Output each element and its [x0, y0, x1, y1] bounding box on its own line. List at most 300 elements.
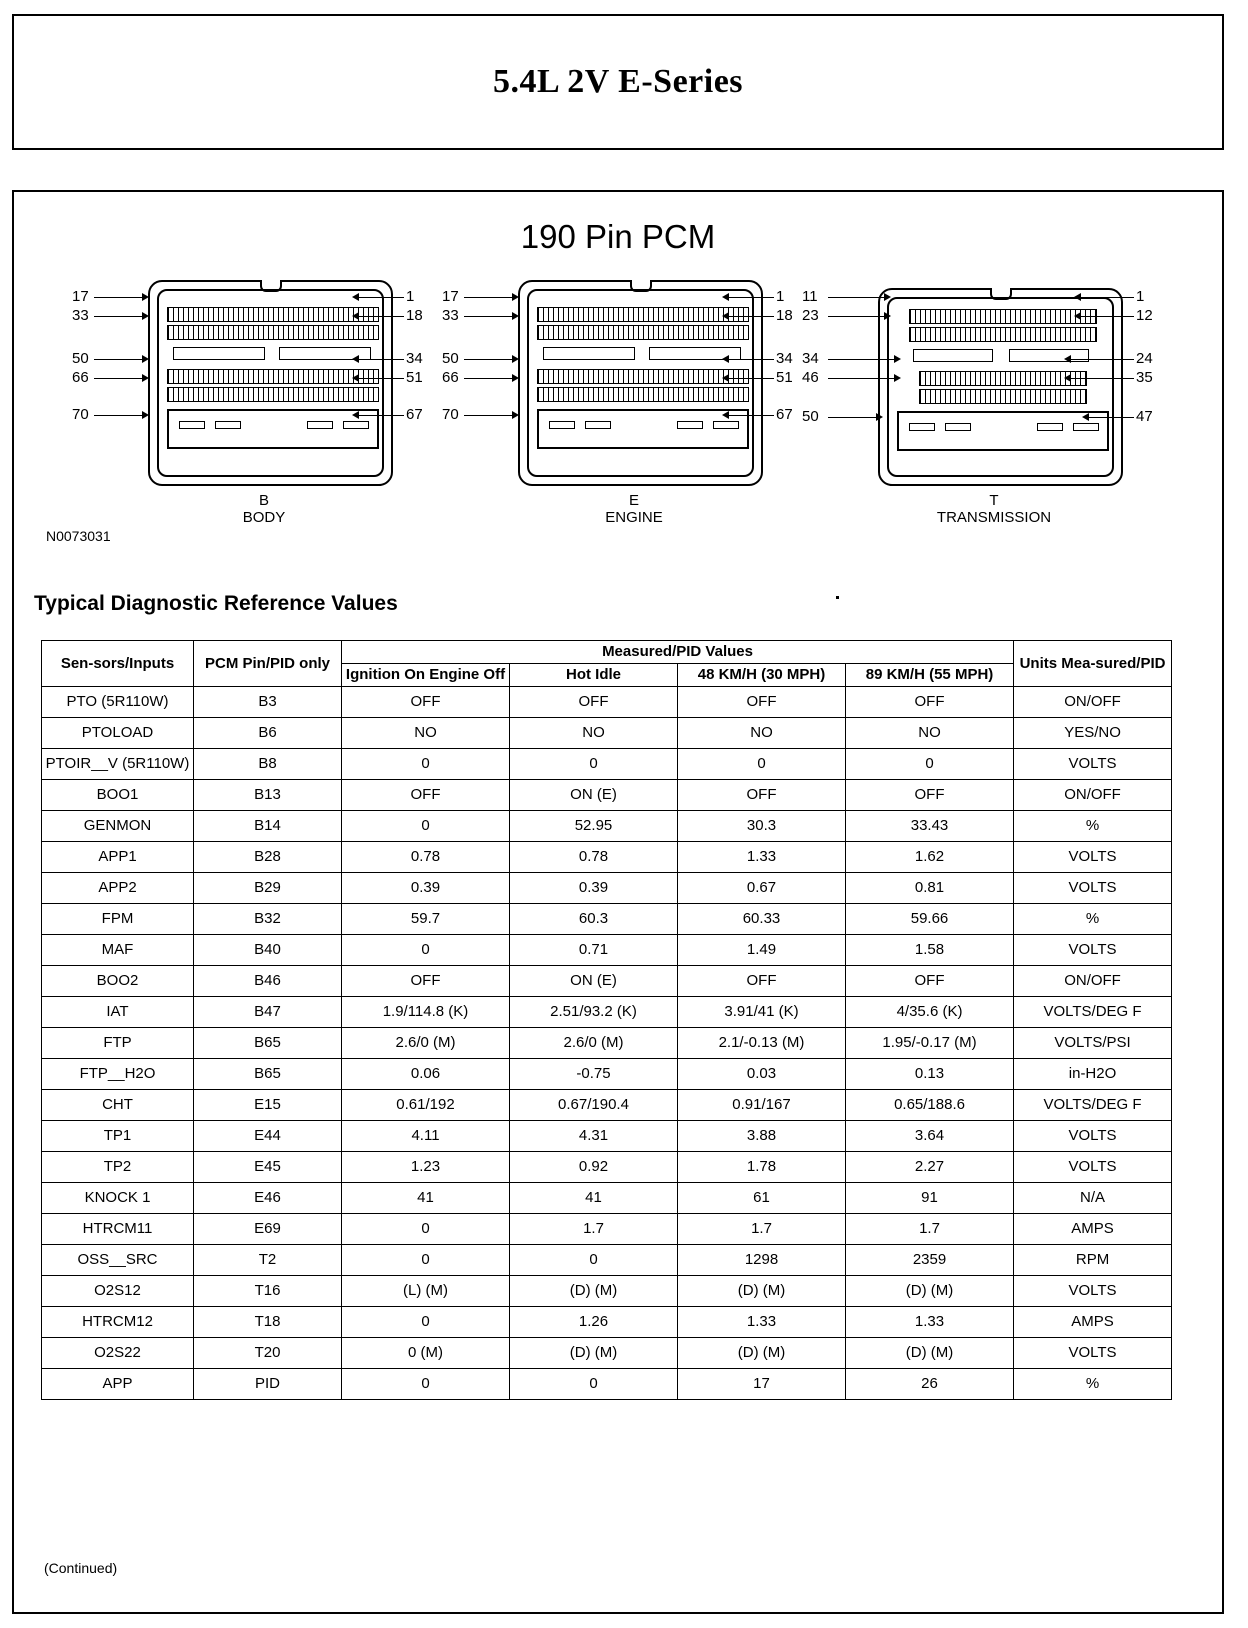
arrow-head: [722, 293, 729, 301]
connector-name: ENGINE: [605, 509, 663, 526]
units-cell: VOLTS: [1014, 1338, 1172, 1369]
arrow-head: [1074, 293, 1081, 301]
ignition-on-value-cell: 0: [342, 749, 510, 780]
table-row: [42, 1338, 1172, 1369]
leader-line: [728, 415, 774, 416]
kmh89-value-cell: 0.65/188.6: [846, 1090, 1014, 1121]
sensor-cell: O2S12: [42, 1276, 194, 1307]
sensor-cell: O2S22: [42, 1338, 194, 1369]
arrow-head: [876, 413, 883, 421]
table-row: [42, 780, 1172, 811]
pin-label-right-3: 34: [406, 350, 423, 367]
sensor-cell: MAF: [42, 935, 194, 966]
ignition-on-value-cell: OFF: [342, 687, 510, 718]
kmh48-value-cell: 61: [678, 1183, 846, 1214]
hot-idle-value-cell: 1.26: [510, 1307, 678, 1338]
hot-idle-value-cell: ON (E): [510, 780, 678, 811]
kmh48-value-cell: 0: [678, 749, 846, 780]
kmh48-value-cell: 1.7: [678, 1214, 846, 1245]
connector-letter: E: [628, 492, 639, 509]
table-row: [42, 718, 1172, 749]
sensor-cell: PTOLOAD: [42, 718, 194, 749]
table-row: [42, 997, 1172, 1028]
leader-line: [358, 378, 404, 379]
hot-idle-value-cell: (D) (M): [510, 1338, 678, 1369]
leader-line: [358, 415, 404, 416]
tab-right-2: [1073, 423, 1099, 431]
table-row: [42, 811, 1172, 842]
table-row: [42, 1245, 1172, 1276]
hot-idle-value-cell: OFF: [510, 687, 678, 718]
kmh89-value-cell: 0: [846, 749, 1014, 780]
units-cell: VOLTS: [1014, 842, 1172, 873]
leader-line: [1088, 417, 1134, 418]
sensor-cell: BOO1: [42, 780, 194, 811]
kmh89-value-cell: 59.66: [846, 904, 1014, 935]
table-row: [42, 1028, 1172, 1059]
table-header-group-row: [42, 641, 1172, 664]
sensor-cell: OSS__SRC: [42, 1245, 194, 1276]
pin-label-right-5: 67: [776, 406, 793, 423]
ignition-on-value-cell: 0: [342, 935, 510, 966]
connector-transmission: [802, 280, 1153, 526]
kmh89-value-cell: 1.33: [846, 1307, 1014, 1338]
sensor-cell: TP2: [42, 1152, 194, 1183]
pin-cell: E69: [194, 1214, 342, 1245]
table-row: [42, 749, 1172, 780]
pin-label-left-2: 33: [72, 307, 89, 324]
units-cell: VOLTS/PSI: [1014, 1028, 1172, 1059]
leader-line: [358, 359, 404, 360]
pin-row-mid-1: [167, 369, 379, 384]
tab-right-2: [343, 421, 369, 429]
units-cell: N/A: [1014, 1183, 1172, 1214]
pin-label-right-4: 51: [776, 369, 793, 386]
table-row: [42, 904, 1172, 935]
sensor-cell: GENMON: [42, 811, 194, 842]
units-cell: ON/OFF: [1014, 687, 1172, 718]
pin-row-top-2: [909, 327, 1097, 342]
leader-line: [828, 359, 894, 360]
ignition-on-value-cell: 41: [342, 1183, 510, 1214]
arrow-head: [884, 293, 891, 301]
units-cell: VOLTS/DEG F: [1014, 1090, 1172, 1121]
arrow-head: [352, 355, 359, 363]
connector-diagrams: [44, 280, 1194, 560]
pin-cell: E46: [194, 1183, 342, 1214]
content-frame: [12, 190, 1224, 1614]
lower-housing: [897, 411, 1109, 451]
pin-label-left-1: 11: [802, 288, 818, 305]
kmh89-value-cell: 4/35.6 (K): [846, 997, 1014, 1028]
arrow-head: [512, 374, 519, 382]
pin-row-top-2: [537, 325, 749, 340]
pin-cell: B6: [194, 718, 342, 749]
tab-left-1: [549, 421, 575, 429]
connector-shell: [518, 280, 763, 486]
table-row: [42, 935, 1172, 966]
leader-line: [828, 417, 876, 418]
units-cell: %: [1014, 904, 1172, 935]
kmh89-value-cell: 2359: [846, 1245, 1014, 1276]
connector-body: [72, 280, 423, 526]
lower-housing: [537, 409, 749, 449]
pin-label-left-4: 46: [802, 369, 819, 386]
arrow-head: [894, 374, 901, 382]
table-row: [42, 1276, 1172, 1307]
pin-label-right-5: 67: [406, 406, 423, 423]
leader-line: [1070, 359, 1134, 360]
header-ignition-on-engine-off: Ignition On Engine Off: [342, 664, 510, 687]
leader-line: [828, 378, 894, 379]
kmh89-value-cell: OFF: [846, 966, 1014, 997]
arrow-head: [894, 355, 901, 363]
table-row: [42, 1059, 1172, 1090]
slot-bar-right: [1009, 349, 1089, 362]
units-cell: VOLTS: [1014, 1121, 1172, 1152]
leader-line: [828, 316, 884, 317]
pin-label-right-1: 1: [406, 288, 415, 305]
header-pin: PCM Pin/PID only: [194, 641, 342, 687]
sensor-cell: IAT: [42, 997, 194, 1028]
kmh89-value-cell: 0.81: [846, 873, 1014, 904]
arrow-head: [884, 312, 891, 320]
pin-label-left-3: 50: [442, 350, 459, 367]
table-row: [42, 1090, 1172, 1121]
pin-cell: E44: [194, 1121, 342, 1152]
hot-idle-value-cell: 41: [510, 1183, 678, 1214]
kmh48-value-cell: OFF: [678, 966, 846, 997]
tab-right-1: [1037, 423, 1063, 431]
tab-left-2: [215, 421, 241, 429]
pin-row-mid-2: [537, 387, 749, 402]
stray-mark: [836, 596, 839, 599]
table-row: [42, 1369, 1172, 1400]
pin-row-top-2: [167, 325, 379, 340]
units-cell: VOLTS/DEG F: [1014, 997, 1172, 1028]
hot-idle-value-cell: -0.75: [510, 1059, 678, 1090]
pin-label-left-4: 66: [442, 369, 459, 386]
pin-label-left-5: 70: [72, 406, 89, 423]
ignition-on-value-cell: 4.11: [342, 1121, 510, 1152]
pin-label-left-2: 23: [802, 307, 819, 324]
leader-line: [464, 359, 512, 360]
ignition-on-value-cell: NO: [342, 718, 510, 749]
hot-idle-value-cell: 4.31: [510, 1121, 678, 1152]
slot-bar-left: [173, 347, 265, 360]
pin-cell: B65: [194, 1059, 342, 1090]
hot-idle-value-cell: 1.7: [510, 1214, 678, 1245]
table-row: [42, 842, 1172, 873]
reference-table-wrapper: [41, 640, 1171, 1400]
kmh89-value-cell: 1.95/-0.17 (M): [846, 1028, 1014, 1059]
hot-idle-value-cell: ON (E): [510, 966, 678, 997]
arrow-head: [512, 312, 519, 320]
hot-idle-value-cell: 0: [510, 1245, 678, 1276]
hot-idle-value-cell: 0: [510, 749, 678, 780]
ignition-on-value-cell: 0.06: [342, 1059, 510, 1090]
connector-caption: [844, 492, 1144, 526]
leader-line: [94, 415, 142, 416]
tab-left-2: [945, 423, 971, 431]
sensor-cell: FTP__H2O: [42, 1059, 194, 1090]
ignition-on-value-cell: 0: [342, 1369, 510, 1400]
kmh48-value-cell: 1.33: [678, 842, 846, 873]
leader-line: [464, 297, 512, 298]
lower-housing: [167, 409, 379, 449]
tab-left-1: [909, 423, 935, 431]
hot-idle-value-cell: 2.51/93.2 (K): [510, 997, 678, 1028]
arrow-head: [142, 411, 149, 419]
units-cell: %: [1014, 1369, 1172, 1400]
pin-label-left-5: 70: [442, 406, 459, 423]
connector-letter: T: [989, 492, 999, 509]
tab-right-1: [307, 421, 333, 429]
leader-line: [94, 297, 142, 298]
pin-label-right-1: 1: [1136, 288, 1145, 305]
kmh89-value-cell: NO: [846, 718, 1014, 749]
hot-idle-value-cell: 0.92: [510, 1152, 678, 1183]
arrow-head: [352, 374, 359, 382]
kmh48-value-cell: 60.33: [678, 904, 846, 935]
arrow-head: [1064, 355, 1071, 363]
arrow-head: [142, 374, 149, 382]
ignition-on-value-cell: 0: [342, 1307, 510, 1338]
arrow-head: [1082, 413, 1089, 421]
arrow-head: [142, 312, 149, 320]
leader-line: [358, 316, 404, 317]
connector-inner-shell: [527, 289, 754, 477]
units-cell: RPM: [1014, 1245, 1172, 1276]
table-body: [42, 687, 1172, 1400]
sensor-cell: PTO (5R110W): [42, 687, 194, 718]
pin-cell: B3: [194, 687, 342, 718]
arrow-head: [512, 411, 519, 419]
kmh48-value-cell: 0.03: [678, 1059, 846, 1090]
kmh48-value-cell: 3.88: [678, 1121, 846, 1152]
leader-line: [464, 378, 512, 379]
units-cell: in-H2O: [1014, 1059, 1172, 1090]
hot-idle-value-cell: 60.3: [510, 904, 678, 935]
tab-right-1: [677, 421, 703, 429]
hot-idle-value-cell: 52.95: [510, 811, 678, 842]
connector-inner-shell: [157, 289, 384, 477]
ignition-on-value-cell: 0: [342, 1245, 510, 1276]
table-row: [42, 966, 1172, 997]
pin-label-right-4: 35: [1136, 369, 1153, 386]
arrow-head: [722, 355, 729, 363]
sensor-cell: FPM: [42, 904, 194, 935]
pin-label-left-3: 34: [802, 350, 819, 367]
pin-cell: B46: [194, 966, 342, 997]
kmh89-value-cell: 33.43: [846, 811, 1014, 842]
leader-line: [464, 316, 512, 317]
slot-bar-left: [543, 347, 635, 360]
hot-idle-value-cell: 0.67/190.4: [510, 1090, 678, 1121]
units-cell: VOLTS: [1014, 749, 1172, 780]
ignition-on-value-cell: 0: [342, 1214, 510, 1245]
table-row: [42, 1121, 1172, 1152]
pin-row-top-1: [909, 309, 1097, 324]
leader-line: [728, 378, 774, 379]
page-title: 5.4L 2V E-Series: [492, 63, 744, 100]
pin-cell: T20: [194, 1338, 342, 1369]
pin-cell: B8: [194, 749, 342, 780]
hot-idle-value-cell: (D) (M): [510, 1276, 678, 1307]
arrow-head: [1074, 312, 1081, 320]
pin-label-right-1: 1: [776, 288, 785, 305]
leader-line: [1070, 378, 1134, 379]
table-row: [42, 1152, 1172, 1183]
header-sensors: Sen-sors/Inputs: [42, 641, 194, 687]
sensor-cell: TP1: [42, 1121, 194, 1152]
kmh48-value-cell: 3.91/41 (K): [678, 997, 846, 1028]
connector-caption: [114, 492, 414, 526]
kmh89-value-cell: 26: [846, 1369, 1014, 1400]
leader-line: [728, 316, 774, 317]
header-hot-idle: Hot Idle: [510, 664, 678, 687]
header-89-kmh: 89 KM/H (55 MPH): [846, 664, 1014, 687]
leader-line: [728, 297, 774, 298]
sensor-cell: HTRCM12: [42, 1307, 194, 1338]
hot-idle-value-cell: 0.39: [510, 873, 678, 904]
kmh48-value-cell: 0.67: [678, 873, 846, 904]
ignition-on-value-cell: (L) (M): [342, 1276, 510, 1307]
leader-line: [728, 359, 774, 360]
units-cell: VOLTS: [1014, 935, 1172, 966]
arrow-head: [512, 293, 519, 301]
kmh48-value-cell: 2.1/-0.13 (M): [678, 1028, 846, 1059]
kmh48-value-cell: OFF: [678, 687, 846, 718]
sensor-cell: APP: [42, 1369, 194, 1400]
header-48-kmh: 48 KM/H (30 MPH): [678, 664, 846, 687]
connector-name: BODY: [242, 509, 286, 526]
kmh89-value-cell: 3.64: [846, 1121, 1014, 1152]
leader-line: [94, 359, 142, 360]
sensor-cell: FTP: [42, 1028, 194, 1059]
connector-shell: [148, 280, 393, 486]
units-cell: VOLTS: [1014, 1152, 1172, 1183]
pin-cell: B32: [194, 904, 342, 935]
pin-row-mid-2: [167, 387, 379, 402]
ignition-on-value-cell: OFF: [342, 966, 510, 997]
ignition-on-value-cell: 59.7: [342, 904, 510, 935]
kmh89-value-cell: 91: [846, 1183, 1014, 1214]
units-cell: VOLTS: [1014, 1276, 1172, 1307]
leader-line: [828, 297, 884, 298]
hot-idle-value-cell: NO: [510, 718, 678, 749]
units-cell: VOLTS: [1014, 873, 1172, 904]
arrow-head: [1064, 374, 1071, 382]
leader-line: [358, 297, 404, 298]
table-footer-note: (Continued): [44, 1560, 118, 1576]
ignition-on-value-cell: 0.39: [342, 873, 510, 904]
pin-row-mid-2: [919, 389, 1087, 404]
kmh48-value-cell: 17: [678, 1369, 846, 1400]
pin-cell: B14: [194, 811, 342, 842]
table-row: [42, 1214, 1172, 1245]
kmh89-value-cell: OFF: [846, 780, 1014, 811]
units-cell: YES/NO: [1014, 718, 1172, 749]
tab-left-2: [585, 421, 611, 429]
ignition-on-value-cell: OFF: [342, 780, 510, 811]
hot-idle-value-cell: 0: [510, 1369, 678, 1400]
connector-caption: [484, 492, 784, 526]
leader-line: [1080, 316, 1134, 317]
table-row: [42, 687, 1172, 718]
kmh89-value-cell: 1.7: [846, 1214, 1014, 1245]
connector-name: TRANSMISSION: [936, 509, 1052, 526]
kmh48-value-cell: NO: [678, 718, 846, 749]
sensor-cell: APP1: [42, 842, 194, 873]
kmh48-value-cell: 0.91/167: [678, 1090, 846, 1121]
pin-cell: T18: [194, 1307, 342, 1338]
sensor-cell: APP2: [42, 873, 194, 904]
pin-label-left-2: 33: [442, 307, 459, 324]
ignition-on-value-cell: 1.9/114.8 (K): [342, 997, 510, 1028]
pin-label-left-3: 50: [72, 350, 89, 367]
pin-cell: T2: [194, 1245, 342, 1276]
kmh48-value-cell: 1298: [678, 1245, 846, 1276]
table-row: [42, 1183, 1172, 1214]
ignition-on-value-cell: 0 (M): [342, 1338, 510, 1369]
connector-inner-shell: [887, 297, 1114, 477]
section-heading: Typical Diagnostic Reference Values: [34, 592, 398, 615]
hot-idle-value-cell: 0.71: [510, 935, 678, 966]
units-cell: ON/OFF: [1014, 966, 1172, 997]
pin-cell: E45: [194, 1152, 342, 1183]
sensor-cell: PTOIR__V (5R110W): [42, 749, 194, 780]
ignition-on-value-cell: 0.78: [342, 842, 510, 873]
ignition-on-value-cell: 0: [342, 811, 510, 842]
units-cell: AMPS: [1014, 1214, 1172, 1245]
pin-cell: T16: [194, 1276, 342, 1307]
arrow-head: [142, 355, 149, 363]
table-row: [42, 1307, 1172, 1338]
pin-label-left-1: 17: [72, 288, 89, 305]
pin-row-top-1: [537, 307, 749, 322]
kmh89-value-cell: 0.13: [846, 1059, 1014, 1090]
leader-line: [1080, 297, 1134, 298]
kmh48-value-cell: 1.49: [678, 935, 846, 966]
connector-letter: B: [258, 492, 269, 509]
header-measured-pid-values: Measured/PID Values: [342, 641, 1014, 664]
pin-label-right-4: 51: [406, 369, 423, 386]
units-cell: AMPS: [1014, 1307, 1172, 1338]
arrow-head: [722, 312, 729, 320]
ignition-on-value-cell: 1.23: [342, 1152, 510, 1183]
sensor-cell: HTRCM11: [42, 1214, 194, 1245]
kmh89-value-cell: (D) (M): [846, 1276, 1014, 1307]
pin-label-left-1: 17: [442, 288, 459, 305]
pin-cell: B13: [194, 780, 342, 811]
sensor-cell: KNOCK 1: [42, 1183, 194, 1214]
arrow-head: [352, 312, 359, 320]
arrow-head: [512, 355, 519, 363]
pin-row-mid-1: [537, 369, 749, 384]
pin-label-left-5: 50: [802, 408, 819, 425]
kmh89-value-cell: 1.62: [846, 842, 1014, 873]
arrow-head: [352, 293, 359, 301]
kmh89-value-cell: 2.27: [846, 1152, 1014, 1183]
tab-left-1: [179, 421, 205, 429]
connector-engine: [442, 280, 793, 526]
kmh48-value-cell: (D) (M): [678, 1338, 846, 1369]
pin-row-mid-1: [919, 371, 1087, 386]
hot-idle-value-cell: 2.6/0 (M): [510, 1028, 678, 1059]
kmh48-value-cell: 30.3: [678, 811, 846, 842]
arrow-head: [722, 411, 729, 419]
